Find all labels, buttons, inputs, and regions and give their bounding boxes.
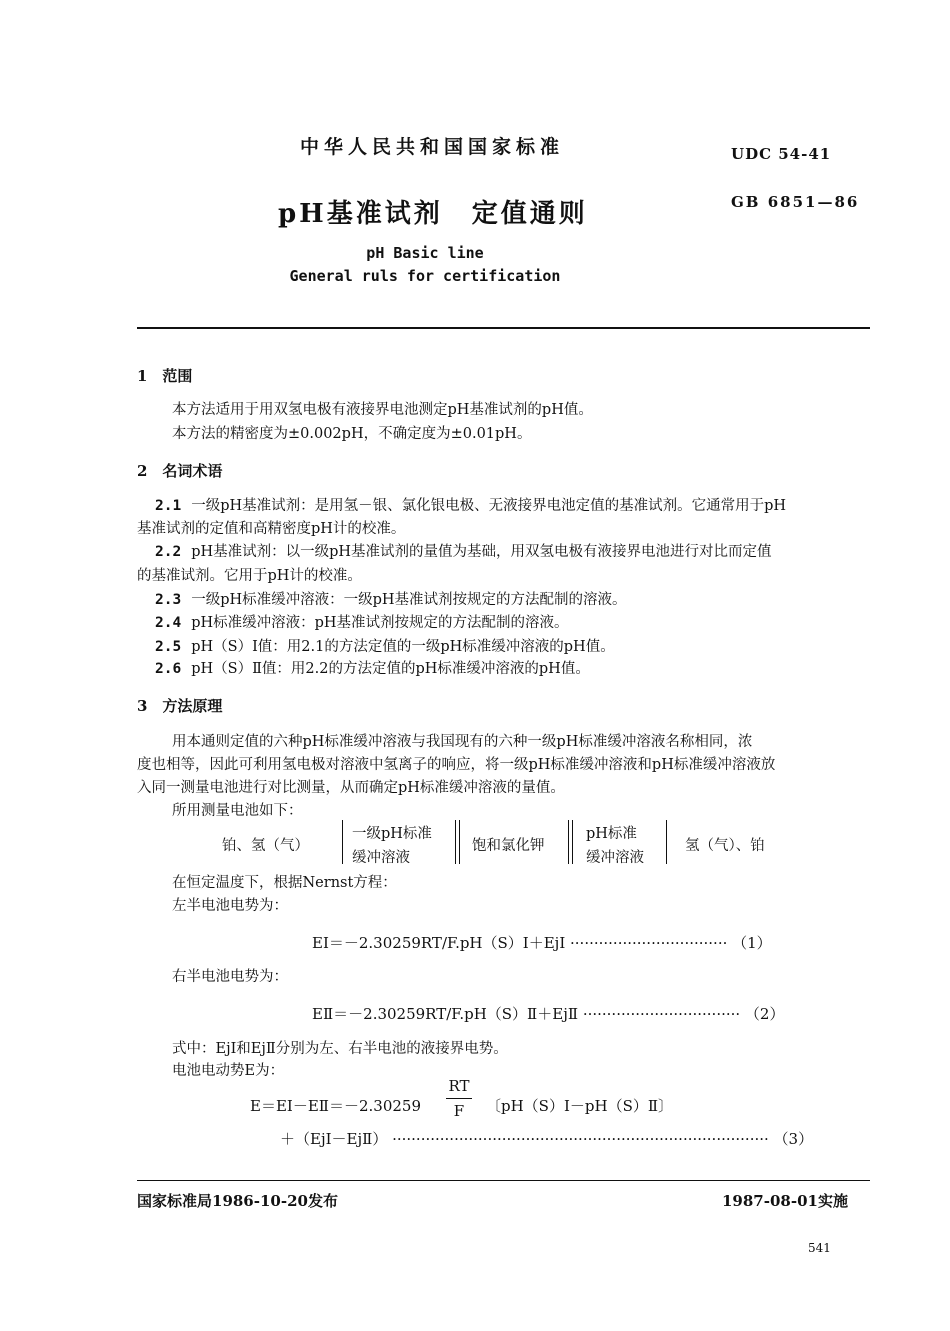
- english-title-line1: pH Basic line: [366, 244, 484, 262]
- term-2-6-number: 2.6: [155, 661, 182, 677]
- term-2-3: [155, 590, 627, 610]
- cell-junction-2b: [572, 820, 573, 864]
- where-clause: 式中：EjⅠ和EjⅡ分别为左、右半电池的液接界电势。: [172, 1041, 508, 1057]
- cell-solution-1-line2: 缓冲溶液: [352, 850, 410, 866]
- english-title-line2: General ruls for certification: [289, 267, 561, 285]
- term-2-2-line2: 的基准试剂。它用于pH计的校准。: [137, 568, 362, 584]
- cell-left-electrode: 铂、氢（气）: [222, 838, 309, 854]
- term-2-1-line2: 基准试剂的定值和高精密度pH计的校准。: [137, 521, 406, 537]
- section-1-heading: 1 范围: [137, 367, 193, 385]
- header-divider: [137, 327, 870, 329]
- term-2-5-number: 2.5: [155, 639, 182, 655]
- section-1-para-2: 本方法的精密度为±0.002pH，不确定度为±0.01pH。: [172, 426, 532, 442]
- right-half-cell-label: 右半电池电势为：: [172, 969, 288, 985]
- term-2-3-number: 2.3: [155, 592, 182, 608]
- term-2-5-text: pH（S）Ⅰ值：用2.1的方法定值的一级pH标准缓冲溶液的pH值。: [191, 639, 615, 655]
- udc-code: UDC 54-41: [731, 145, 832, 163]
- section-2-heading: 2 名词术语: [137, 462, 223, 480]
- equation-3-numerator: RT: [448, 1077, 470, 1095]
- term-2-2: [155, 542, 875, 562]
- term-2-6: [155, 659, 590, 679]
- term-2-6-text: pH（S）Ⅱ值：用2.2的方法定值的pH标准缓冲溶液的pH值。: [191, 661, 590, 677]
- section-1-para-1: 本方法适用于用双氢电极有液接界电池测定pH基准试剂的pH值。: [172, 402, 593, 418]
- equation-3-bracket: 〔pH（S）Ⅰ－pH（S）Ⅱ〕: [486, 1097, 674, 1115]
- nernst-intro: 在恒定温度下，根据Nernst方程：: [172, 875, 397, 891]
- cell-solution-2-line1: pH标准: [586, 826, 637, 842]
- cell-boundary-1: [342, 820, 343, 864]
- cell-junction-1b: [459, 820, 460, 864]
- term-2-2-number: 2.2: [155, 544, 182, 560]
- cell-intro: 所用测量电池如下：: [172, 803, 303, 819]
- left-half-cell-label: 左半电池电势为：: [172, 898, 288, 914]
- equation-2: EⅡ＝－2.30259RT/F.pH（S）Ⅱ＋EjⅡ ································· （2）: [312, 1005, 785, 1023]
- equation-1: EⅠ＝－2.30259RT/F.pH（S）Ⅰ＋EjⅠ ································· （1）: [312, 934, 772, 952]
- equation-3-fraction-bar: [446, 1098, 472, 1099]
- term-2-4: [155, 613, 569, 633]
- cell-boundary-2: [666, 820, 667, 864]
- term-2-2-line1: pH基准试剂：以一级pH基准试剂的量值为基础，用双氢电极有液接界电池进行对比而定值: [191, 544, 772, 560]
- footer-divider: [137, 1180, 870, 1181]
- section-3-para-line3: 入同一测量电池进行对比测量，从而确定pH标准缓冲溶液的量值。: [137, 780, 565, 796]
- issue-date: 国家标准局1986-10-20发布: [137, 1192, 338, 1210]
- term-2-4-text: pH标准缓冲溶液：pH基准试剂按规定的方法配制的溶液。: [191, 615, 569, 631]
- term-2-1-number: 2.1: [155, 498, 182, 514]
- equation-3-continuation: ＋（EjⅠ－EjⅡ） ··············································································· （3）: [280, 1130, 814, 1148]
- term-2-3-text: 一级pH标准缓冲溶液：一级pH基准试剂按规定的方法配制的溶液。: [191, 592, 627, 608]
- term-2-4-number: 2.4: [155, 615, 182, 631]
- issuing-organization: 中华人民共和国国家标准: [300, 136, 565, 158]
- term-2-5: [155, 637, 615, 657]
- section-3-para-line1: 用本通则定值的六种pH标准缓冲溶液与我国现有的六种一级pH标准缓冲溶液名称相同，浓: [172, 734, 753, 750]
- cell-solution-1-line1: 一级pH标准: [352, 826, 432, 842]
- section-3-para-line2: 度也相等，因此可利用氢电极对溶液中氢离子的响应，将一级pH标准缓冲溶液和pH标准缓冲溶液放: [137, 757, 776, 773]
- implementation-date: 1987-08-01实施: [722, 1192, 848, 1210]
- standard-number: GB 6851—86: [731, 193, 860, 211]
- cell-salt-bridge: 饱和氯化钾: [472, 838, 545, 854]
- cell-junction-2a: [568, 820, 569, 864]
- term-2-1-line1: 一级pH基准试剂：是用氢－银、氯化银电极、无液接界电池定值的基准试剂。它通常用于pH: [191, 498, 787, 514]
- page-number: 541: [808, 1241, 831, 1255]
- cell-solution-2-line2: 缓冲溶液: [586, 850, 644, 866]
- cell-junction-1a: [455, 820, 456, 864]
- section-3-heading: 3 方法原理: [137, 697, 223, 715]
- cell-right-electrode: 氢（气）、铂: [685, 838, 765, 854]
- emf-label: 电池电动势E为：: [172, 1063, 285, 1079]
- measurement-cell-diagram: [160, 818, 840, 868]
- equation-3-lhs: E＝EⅠ－EⅡ＝－2.30259: [250, 1097, 421, 1115]
- equation-3-denominator: F: [453, 1102, 465, 1120]
- term-2-1: [155, 496, 875, 516]
- document-title: pH基准试剂 定值通则: [278, 199, 588, 229]
